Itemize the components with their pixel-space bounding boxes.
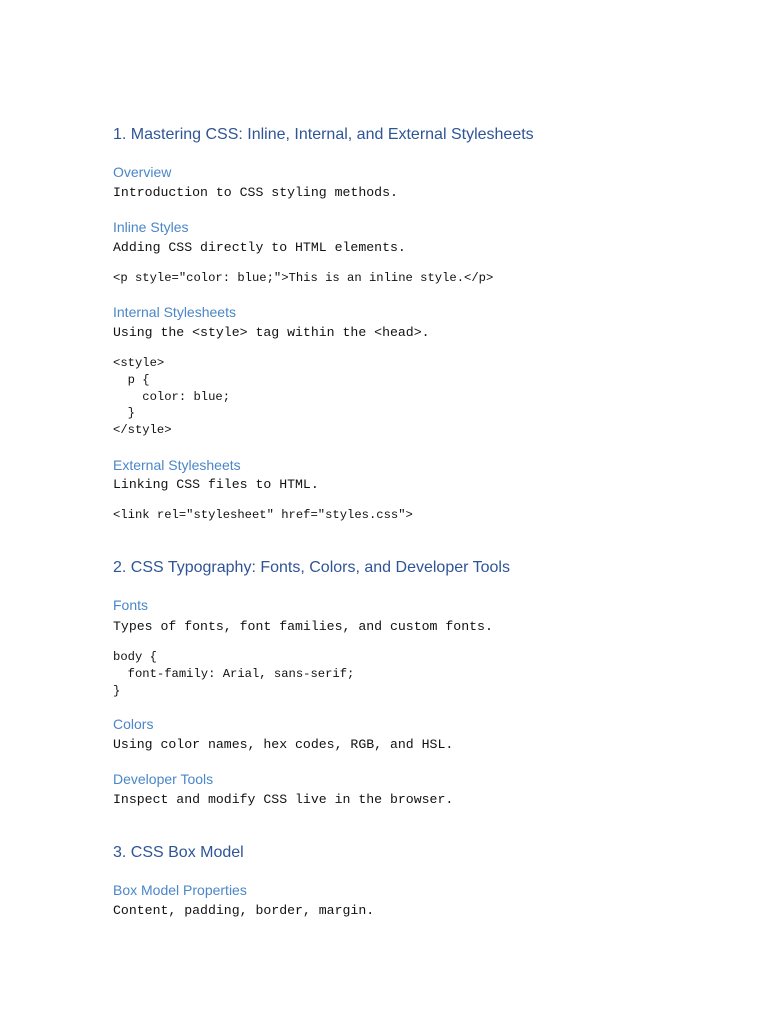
heading-inline-styles: Inline Styles [113, 219, 189, 235]
inline-styles-code: <p style="color: blue;">This is an inline style.</p> [113, 271, 494, 285]
external-stylesheets-text: Linking CSS files to HTML. [113, 477, 319, 492]
heading-external-stylesheets: External Stylesheets [113, 457, 241, 473]
section-3-title: 3. CSS Box Model [113, 844, 244, 861]
heading-overview: Overview [113, 164, 172, 180]
section-2-title: 2. CSS Typography: Fonts, Colors, and Developer Tools [113, 559, 510, 576]
internal-stylesheets-text: Using the <style> tag within the <head>. [113, 325, 430, 340]
section-1-title: 1. Mastering CSS: Inline, Internal, and External Stylesheets [113, 126, 534, 143]
inline-styles-text: Adding CSS directly to HTML elements. [113, 240, 406, 255]
developer-tools-text: Inspect and modify CSS live in the browser. [113, 792, 454, 807]
heading-internal-stylesheets: Internal Stylesheets [113, 304, 236, 320]
fonts-text: Types of fonts, font families, and custom fonts. [113, 619, 493, 634]
overview-text: Introduction to CSS styling methods. [113, 185, 398, 200]
heading-developer-tools: Developer Tools [113, 771, 214, 787]
external-stylesheets-code: <link rel="stylesheet" href="styles.css"> [113, 508, 413, 522]
heading-fonts: Fonts [113, 597, 149, 613]
internal-stylesheets-code: <style> p { color: blue; } </style> [113, 356, 231, 438]
colors-text: Using color names, hex codes, RGB, and HSL. [113, 737, 454, 752]
box-model-properties-text: Content, padding, border, margin. [113, 903, 375, 918]
heading-box-model-properties: Box Model Properties [113, 882, 247, 898]
fonts-code: body { font-family: Arial, sans-serif; } [113, 650, 355, 698]
heading-colors: Colors [113, 716, 154, 732]
